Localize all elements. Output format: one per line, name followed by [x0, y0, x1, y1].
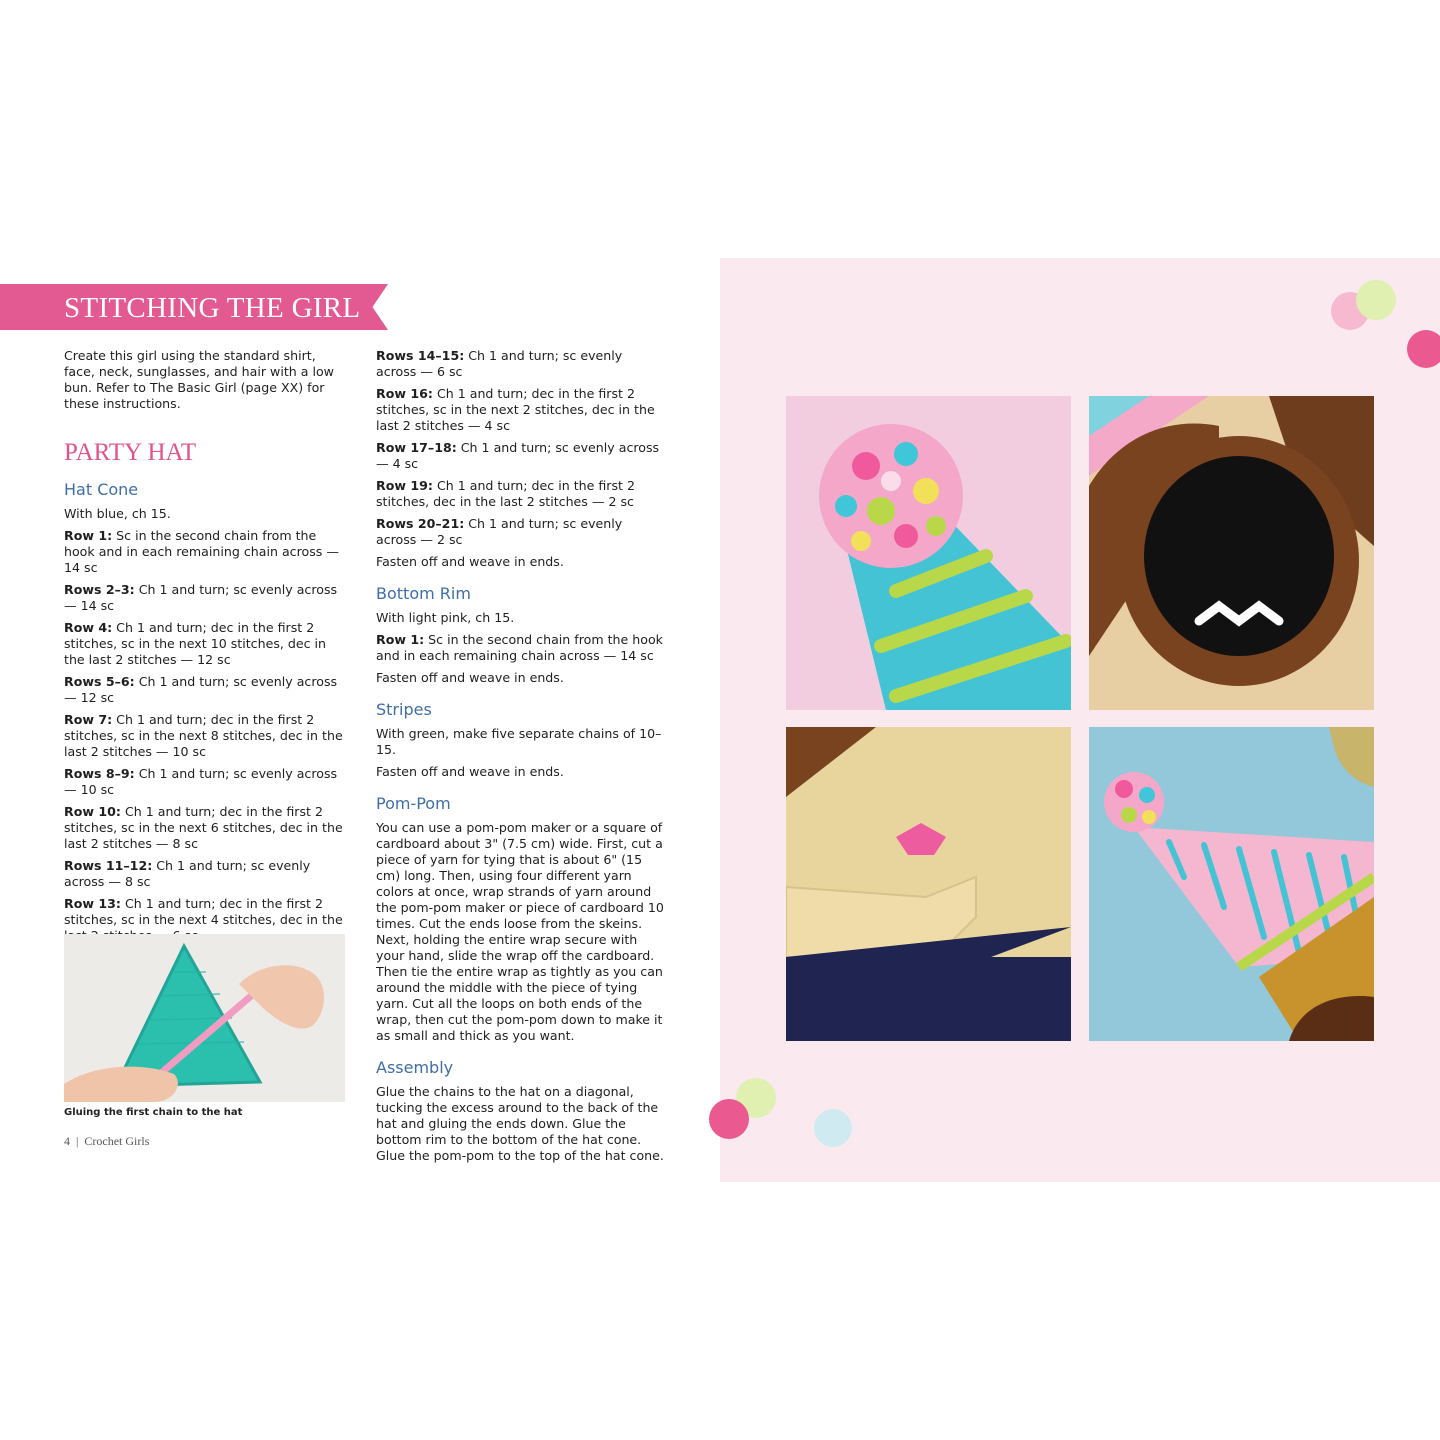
left-column	[64, 348, 348, 950]
stripes-heading: Stripes	[376, 700, 432, 719]
pattern-row: Rows 14–15: Ch 1 and turn; sc evenly across — 6 sc	[376, 348, 623, 379]
bottom-rim-start: With light pink, ch 15.	[376, 610, 515, 625]
page-number: 4	[64, 1134, 70, 1148]
pom-pom-text: You can use a pom-pom maker or a square of cardboard about 3" (7.5 cm) wide. First, cut a piece of yarn for tying that is about 6" (15 cm) long. Then, using four different yarn colors at once, wrap strands of yarn around the pom-pom maker or piece of cardboard 10 times. Cut the ends loose from the skeins. Next, holding the entire wrap secure with your hand, slide the wrap off the cardboard. Then tie the entire wrap as tightly as you can around the middle with the piece of tying yarn. Cut all the loops on both ends of the wrap, then cut the pom-pom down to make it as small and thick as you want.	[376, 820, 664, 1043]
assembly-text: Glue the chains to the hat on a diagonal, tucking the excess around to the back of the hat and gluing the ends down. Glue the bottom rim to the bottom of the hat cone. Glue the pom-pom to the top of the hat cone.	[376, 1084, 664, 1163]
hat-cone-finish: Fasten off and weave in ends.	[376, 554, 564, 569]
hat-cone-heading: Hat Cone	[64, 480, 139, 499]
stripes-text: With green, make five separate chains of 10–15.	[376, 726, 662, 757]
step-photo-gluing-chain	[64, 934, 345, 1102]
hat-cone-start: With blue, ch 15.	[64, 506, 171, 521]
pattern-row: Rows 2–3: Ch 1 and turn; sc evenly across — 14 sc	[64, 582, 338, 613]
pattern-row: Rows 8–9: Ch 1 and turn; sc evenly across — 10 sc	[64, 766, 338, 797]
page-footer	[64, 1134, 155, 1149]
photo-sunglasses-closeup	[1089, 396, 1374, 710]
assembly-heading: Assembly	[376, 1058, 454, 1077]
pattern-row: Row 7: Ch 1 and turn; dec in the first 2 stitches, sc in the next 8 stitches, dec in the last 2 stitches — 10 sc	[64, 712, 343, 759]
photo-face-collar	[786, 727, 1071, 1041]
intro-paragraph: Create this girl using the standard shirt, face, neck, sunglasses, and hair with a low bun. Refer to The Basic Girl (page XX) for these instructions.	[64, 348, 334, 411]
pattern-row: Rows 20–21: Ch 1 and turn; sc evenly across — 2 sc	[376, 516, 623, 547]
middle-column	[376, 348, 666, 1170]
pattern-row: Row 1: Sc in the second chain from the hook and in each remaining chain across — 14 sc	[64, 528, 339, 575]
bottom-rim-heading: Bottom Rim	[376, 584, 471, 603]
pattern-row: Row 19: Ch 1 and turn; dec in the first 2 stitches, dec in the last 2 stitches — 2 sc	[376, 478, 635, 509]
pattern-row: Row 13: Ch 1 and turn; dec in the first 2 stitches, sc in the next 4 stitches, dec in the	[64, 896, 343, 927]
bottom-rim-finish: Fasten off and weave in ends.	[376, 670, 564, 685]
pattern-row: Row 4: Ch 1 and turn; dec in the first 2 stitches, sc in the next 10 stitches, dec in the last 2 stitches — 12 sc	[64, 620, 327, 667]
confetti-dot	[1356, 280, 1396, 320]
confetti-dot	[709, 1099, 749, 1139]
confetti-dot	[1407, 330, 1440, 368]
book-title: Crochet Girls	[84, 1134, 150, 1148]
photo-finished-hat	[1089, 727, 1374, 1041]
photo-caption: Gluing the first chain to the hat	[64, 1107, 243, 1118]
pom-pom-heading: Pom-Pom	[376, 794, 451, 813]
confetti-dot	[814, 1109, 852, 1147]
pattern-row: Rows 5–6: Ch 1 and turn; sc evenly across — 12 sc	[64, 674, 338, 705]
party-hat-heading: PARTY HAT	[64, 439, 197, 466]
footer-separator: |	[76, 1134, 79, 1148]
pattern-row: Row 17–18: Ch 1 and turn; sc evenly across — 4 sc	[376, 440, 660, 471]
pattern-row: Rows 11–12: Ch 1 and turn; sc evenly across — 8 sc	[64, 858, 311, 889]
pattern-row: Row 1: Sc in the second chain from the hook and in each remaining chain across — 14 sc	[376, 632, 663, 663]
section-title: STITCHING THE GIRL	[64, 292, 361, 324]
photo-pom-pom-hat	[786, 396, 1071, 710]
pattern-row: Row 16: Ch 1 and turn; dec in the first 2 stitches, sc in the next 2 stitches, dec in the last 2 stitches — 4 sc	[376, 386, 655, 433]
stripes-finish: Fasten off and weave in ends.	[376, 764, 564, 779]
pattern-row: Row 10: Ch 1 and turn; dec in the first 2 stitches, sc in the next 6 stitches, dec in the last 2 stitches — 8 sc	[64, 804, 343, 851]
